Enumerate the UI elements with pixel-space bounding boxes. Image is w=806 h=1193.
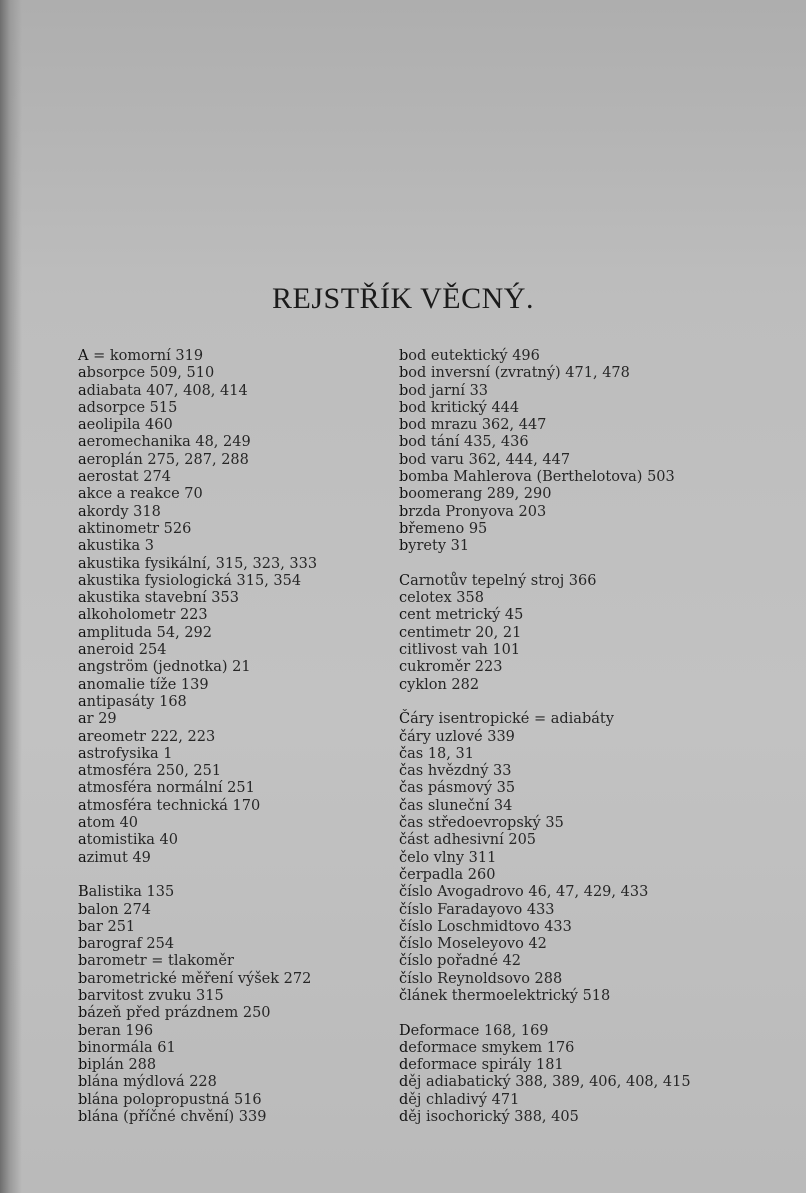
- index-entry: binormála 61: [78, 1039, 176, 1056]
- index-entry: absorpce 509, 510: [78, 365, 215, 382]
- index-entry: číslo Moseleyovo 42: [399, 936, 547, 953]
- index-entry: bod inversní (zvratný) 471, 478: [399, 365, 630, 382]
- index-entry: blána mýdlová 228: [78, 1074, 217, 1091]
- index-entry: čáry uzlové 339: [399, 728, 515, 745]
- index-entry: aeromechanika 48, 249: [78, 434, 251, 451]
- index-entry: část adhesivní 205: [399, 832, 537, 849]
- index-entry: astrofysika 1: [78, 745, 173, 762]
- index-entry: amplituda 54, 292: [78, 624, 213, 641]
- index-entry: Carnotův tepelný stroj 366: [399, 572, 597, 589]
- index-entry: deformace smykem 176: [399, 1039, 575, 1056]
- index-group: [78, 884, 378, 1126]
- index-entry: bod mrazu 362, 447: [399, 417, 547, 434]
- index-entry: adiabata 407, 408, 414: [78, 382, 248, 399]
- index-entry: barvitost zvuku 315: [78, 987, 224, 1004]
- index-entry: boomerang 289, 290: [399, 486, 552, 503]
- index-entry: cent metrický 45: [399, 607, 524, 624]
- index-entry: čas sluneční 34: [399, 797, 513, 814]
- index-entry: biplán 288: [78, 1057, 157, 1074]
- index-entry: antipasáty 168: [78, 693, 187, 710]
- index-entry: bar 251: [78, 918, 136, 935]
- index-entry: čas středoevropský 35: [399, 815, 564, 832]
- index-entry: bod tání 435, 436: [399, 434, 529, 451]
- index-entry: aktinometr 526: [78, 520, 192, 537]
- index-entry: aneroid 254: [78, 642, 167, 659]
- index-entry: brzda Pronyova 203: [399, 503, 547, 520]
- index-entry: Balistika 135: [78, 884, 175, 901]
- index-entry: citlivost vah 101: [399, 642, 521, 659]
- index-entry: číslo pořadné 42: [399, 953, 522, 970]
- index-entry: číslo Avogadrovo 46, 47, 429, 433: [399, 884, 649, 901]
- index-entry: bod kritický 444: [399, 399, 520, 416]
- index-entry: angström (jednotka) 21: [78, 659, 251, 676]
- index-entry: beran 196: [78, 1022, 154, 1039]
- index-entry: bomba Mahlerova (Berthelotova) 503: [399, 469, 675, 486]
- index-entry: akustika fysiologická 315, 354: [78, 572, 302, 589]
- index-entry: byrety 31: [399, 538, 470, 555]
- index-entry: děj chladivý 471: [399, 1091, 520, 1108]
- index-entry: A = komorní 319: [78, 348, 204, 364]
- index-entry: bod varu 362, 444, 447: [399, 451, 571, 468]
- index-entry: článek thermoelektrický 518: [399, 987, 611, 1004]
- index-entry: bázeň před prázdnem 250: [78, 1005, 271, 1022]
- index-column-left: [78, 348, 378, 1126]
- index-entry: akustika stavební 353: [78, 590, 239, 607]
- index-group: [399, 348, 799, 556]
- index-entry: Deformace 168, 169: [399, 1022, 549, 1039]
- index-entry: alkoholometr 223: [78, 607, 208, 624]
- index-entry: aeolipila 460: [78, 417, 173, 434]
- page-title: REJSTŘÍK VĚCNÝ.: [272, 282, 534, 315]
- index-entry: balon 274: [78, 901, 151, 918]
- index-column-right: [399, 348, 799, 1126]
- index-entry: cukroměr 223: [399, 659, 503, 676]
- index-entry: číslo Reynoldsovo 288: [399, 970, 563, 987]
- index-entry: ar 29: [78, 711, 117, 728]
- index-entry: barometr = tlakoměr: [78, 953, 234, 970]
- index-entry: blána polopropustná 516: [78, 1091, 262, 1108]
- page-spine-shadow: [0, 0, 22, 1193]
- index-entry: areometr 222, 223: [78, 728, 216, 745]
- index-entry: deformace spirály 181: [399, 1057, 564, 1074]
- index-entry: břemeno 95: [399, 520, 488, 537]
- index-entry: atomistika 40: [78, 832, 178, 849]
- index-entry: atmosféra 250, 251: [78, 763, 222, 780]
- index-entry: barograf 254: [78, 936, 175, 953]
- index-entry: čas pásmový 35: [399, 780, 516, 797]
- index-entry: atmosféra normální 251: [78, 780, 255, 797]
- index-entry: azimut 49: [78, 849, 151, 866]
- index-entry: číslo Faradayovo 433: [399, 901, 555, 918]
- index-entry: akce a reakce 70: [78, 486, 203, 503]
- index-group: [399, 573, 799, 694]
- index-entry: Čáry isentropické = adiabáty: [399, 711, 614, 728]
- index-entry: akustika fysikální, 315, 323, 333: [78, 555, 318, 572]
- index-entry: čerpadla 260: [399, 866, 496, 883]
- index-entry: akordy 318: [78, 503, 161, 520]
- index-entry: cyklon 282: [399, 676, 480, 693]
- index-entry: děj isochorický 388, 405: [399, 1109, 579, 1126]
- index-entry: anomalie tíže 139: [78, 676, 209, 693]
- index-entry: adsorpce 515: [78, 399, 178, 416]
- index-group: [399, 1023, 799, 1127]
- index-entry: čas 18, 31: [399, 745, 474, 762]
- index-entry: akustika 3: [78, 538, 154, 555]
- index-entry: děj adiabatický 388, 389, 406, 408, 415: [399, 1074, 691, 1091]
- index-entry: aeroplán 275, 287, 288: [78, 451, 249, 468]
- index-group: [78, 348, 378, 867]
- index-entry: barometrické měření výšek 272: [78, 970, 312, 987]
- index-entry: celotex 358: [399, 590, 484, 607]
- index-entry: čas hvězdný 33: [399, 763, 512, 780]
- index-entry: bod jarní 33: [399, 382, 489, 399]
- index-entry: blána (příčné chvění) 339: [78, 1109, 267, 1126]
- index-entry: atom 40: [78, 815, 139, 832]
- index-entry: centimetr 20, 21: [399, 624, 522, 641]
- index-entry: aerostat 274: [78, 469, 171, 486]
- index-entry: číslo Loschmidtovo 433: [399, 918, 572, 935]
- index-group: [399, 711, 799, 1005]
- index-entry: čelo vlny 311: [399, 849, 497, 866]
- index-entry: atmosféra technická 170: [78, 797, 261, 814]
- index-entry: bod eutektický 496: [399, 348, 540, 364]
